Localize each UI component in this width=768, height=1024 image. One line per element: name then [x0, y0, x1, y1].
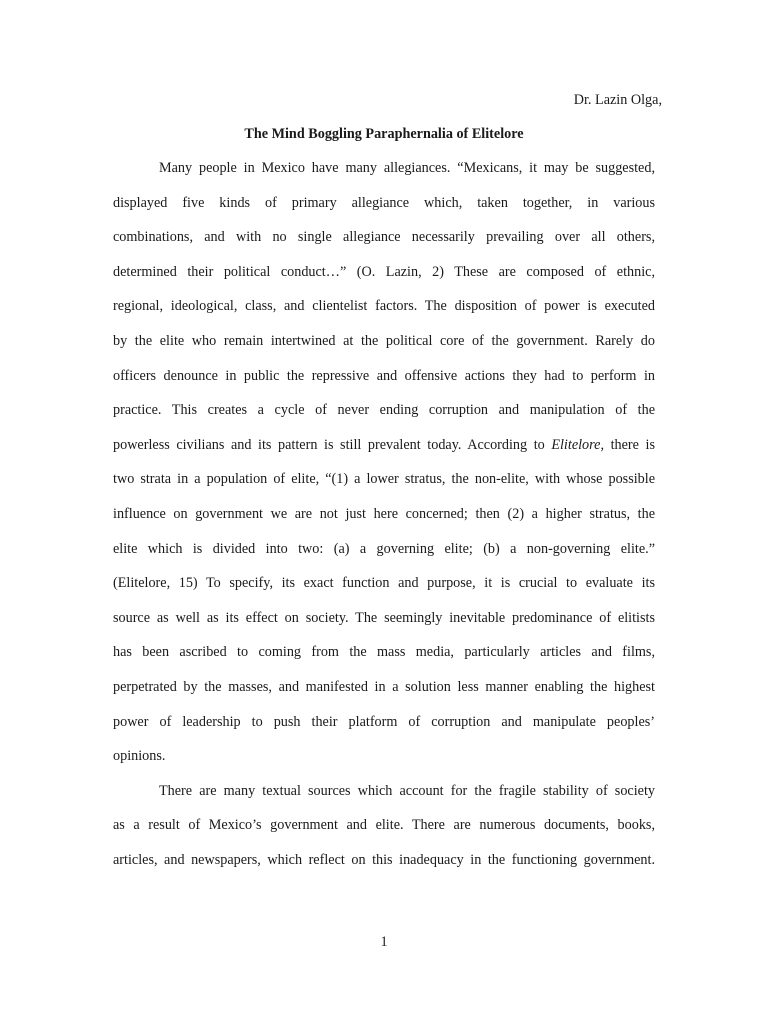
body-line: opinions.	[113, 748, 166, 765]
body-line	[113, 435, 655, 470]
body-line: practice. This creates a cycle of never ending corruption and manipulation of the	[113, 402, 655, 419]
document-body	[113, 158, 655, 884]
page-number: 1	[380, 934, 388, 950]
body-line: perpetrated by the masses, and manifested in a solution less manner enabling the highest	[113, 678, 655, 695]
body-line: combinations, and with no single allegiance necessarily prevailing over all others,	[113, 229, 655, 246]
body-line: by the elite who remain intertwined at the political core of the government. Rarely do	[113, 332, 655, 349]
body-line: regional, ideological, class, and clientelist factors. The disposition of power is executed	[113, 298, 655, 315]
line-segment: powerless civilians and its pattern is still prevalent today. According to	[113, 436, 552, 453]
body-line: (Elitelore, 15) To specify, its exact function and purpose, it is crucial to evaluate its	[113, 575, 655, 592]
body-line: influence on government we are not just here concerned; then (2) a higher stratus, the	[113, 505, 655, 522]
body-line: source as well as its effect on society. The seemingly inevitable predominance of elitists	[113, 609, 655, 626]
body-line: has been ascribed to coming from the mass media, particularly articles and films,	[113, 644, 655, 661]
body-line: two strata in a population of elite, “(1) a lower stratus, the non-elite, with whose possible	[113, 471, 655, 488]
body-line: determined their political conduct…” (O. Lazin, 2) These are composed of ethnic,	[113, 263, 655, 280]
body-line: displayed five kinds of primary allegiance which, taken together, in various	[113, 194, 655, 211]
line-segment: there is	[604, 436, 655, 453]
body-line: elite which is divided into two: (a) a governing elite; (b) a non-governing elite.”	[113, 540, 655, 557]
body-line: There are many textual sources which account for the fragile stability of society	[159, 782, 655, 799]
body-line: officers denounce in public the repressive and offensive actions they had to perform in	[113, 367, 655, 384]
body-line: as a result of Mexico’s government and elite. There are numerous documents, books,	[113, 817, 655, 834]
author-name: Dr. Lazin Olga,	[573, 92, 662, 108]
document-title: The Mind Boggling Paraphernalia of Elitelore	[244, 126, 524, 142]
body-line: Many people in Mexico have many allegiances. “Mexicans, it may be suggested,	[159, 160, 655, 176]
body-line: articles, and newspapers, which reflect on this inadequacy in the functioning government.	[113, 851, 655, 868]
body-line: power of leadership to push their platform of corruption and manipulate peoples’	[113, 713, 655, 730]
italic-citation: Elitelore,	[551, 436, 604, 453]
